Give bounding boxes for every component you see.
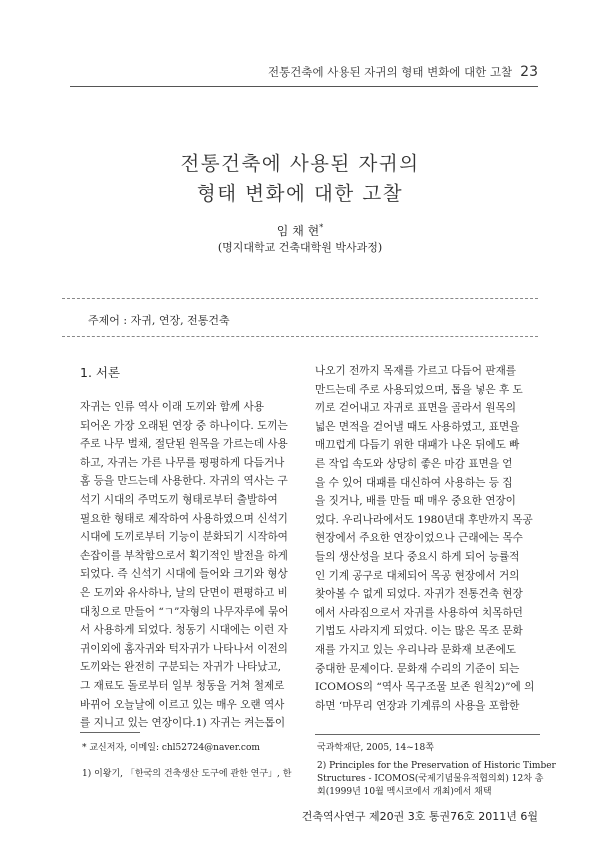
footnote-1: 1) 이왕기, 「한국의 건축생산 도구에 관한 연구」, 한 [82, 769, 292, 779]
body-line: 를 지니고 있는 연장이다.1) 자귀는 켜는톱이 [80, 717, 286, 730]
page-number: 23 [520, 64, 538, 80]
footnote-2-line3: 회(1999년 10월 멕시코에서 개최)에서 채택 [317, 787, 492, 797]
body-line: 자귀는 인류 역사 이래 도끼와 함께 사용 [80, 401, 264, 413]
body-line: 하고, 자귀는 가른 나무를 평평하게 다듬거나 [80, 456, 285, 469]
title-line-2: 형태 변화에 대한 고찰 [196, 182, 404, 205]
body-line: 나오기 전까지 목재를 가르고 다듬어 판재를 [315, 365, 517, 377]
footnote-2-line2: Structures - ICOMOS(국제기념물유적협의회) 12차 총 [317, 774, 544, 784]
author-affiliation: (명지대학교 건축대학원 박사과정) [217, 241, 383, 254]
body-line: 을 수 있어 대패를 대신하여 사용하는 등 집 [315, 476, 513, 489]
footnote-rule-right [315, 734, 540, 735]
body-line: 재를 가지고 있는 우리나라 문화재 보존에도 [315, 644, 517, 656]
keywords: 주제어 : 자귀, 연장, 전통건축 [88, 314, 230, 327]
keywords-rule-top [62, 298, 538, 299]
body-line: 찾아볼 수 없게 되었다. 자귀가 전통건축 현장 [315, 588, 523, 601]
footnote-1-continued: 국과학재단, 2005, 14~18쪽 [317, 743, 434, 753]
body-line: 필요한 형태로 제작하여 사용하였으며 신석기 [80, 512, 288, 525]
body-line: 바뀌어 오늘날에 이르고 있는 매우 오랜 역사 [80, 698, 285, 711]
body-line: 은 도끼와 유사하나, 날의 단면이 편평하고 비 [80, 587, 288, 599]
footnote-author: * 교신저자, 이메일: chl52724@naver.com [82, 743, 260, 753]
body-line: 그 재료도 돌로부터 일부 청동을 거쳐 철제로 [80, 680, 285, 692]
body-line: 시대에 도끼로부터 기능이 분화되기 시작하여 [80, 531, 288, 544]
body-line: 었다. 우리나라에서도 1980년대 후반까지 목공 [315, 513, 533, 526]
journal-footer: 건축역사연구 제20권 3호 통권76호 2011년 6월 [301, 810, 538, 823]
body-line: 손잡이를 부착함으로서 획기적인 발전을 하게 [80, 549, 288, 562]
running-header [268, 64, 538, 84]
body-line: 홈 등을 만드는데 사용한다. 자귀의 역사는 구 [80, 475, 288, 488]
body-line: 되었다. 즉 신석기 시대에 들어와 크기와 형상 [80, 568, 288, 581]
body-line: 에서 사라짐으로서 자귀를 사용하여 치목하던 [315, 606, 523, 619]
footnote-2-line1: 2) Principles for the Preservation of Historic Timber [317, 761, 556, 771]
body-line: 넓은 면적을 걷어낼 때도 사용하였고, 표면을 [315, 420, 520, 433]
body-line: 만드는데 주로 사용되었으며, 톱을 넣은 후 도 [315, 383, 523, 396]
author-mark: * [319, 223, 324, 232]
body-line: 석기 시대의 주먹도끼 형태로부터 출발하여 [80, 494, 278, 506]
body-line: 서 사용하게 되었다. 청동기 시대에는 이런 자 [80, 624, 288, 637]
body-line: 들의 생산성을 보다 중요시 하게 되어 능률적 [315, 551, 520, 563]
body-line: 대칭으로 만들어 “ㄱ”자형의 나무자루에 묶어 [80, 605, 289, 618]
header-rule [70, 86, 538, 87]
body-line: ICOMOS의 “역사 목구조물 보존 원칙2)”에 의 [315, 681, 535, 694]
section-heading: 1. 서론 [80, 365, 121, 380]
body-line: 기법도 사라지게 되었다. 이는 많은 목조 문화 [315, 625, 523, 638]
body-line: 매끄럽게 다듬기 위한 대패가 나온 뒤에도 빠 [315, 439, 520, 452]
body-line: 끼로 걷어내고 자귀로 표면을 골라서 원목의 [315, 402, 517, 415]
author-name: 임 채 현 [276, 224, 320, 238]
body-line: 하면 ‘마무리 연장과 기계류의 사용을 포함한 [315, 699, 520, 712]
body-line: 주로 나무 벌채, 절단된 원목을 가르는데 사용 [80, 438, 288, 451]
body-line: 른 작업 속도와 상당히 좋은 마감 표면을 얻 [315, 458, 513, 470]
body-line: 도끼와는 완전히 구분되는 자귀가 나타났고, [80, 661, 282, 674]
body-line: 인 기계 공구로 대체되어 목공 현장에서 거의 [315, 569, 520, 582]
body-line: 되어온 가장 오래된 연장 중 하나이다. 도끼는 [80, 419, 288, 432]
body-line: 을 짓거나, 배를 만들 때 매우 중요한 연장이 [315, 495, 516, 508]
footnote-rule-left [80, 732, 140, 733]
body-line: 귀이외에 홈자귀와 턱자귀가 나타나서 이전의 [80, 642, 288, 655]
keywords-rule-bottom [62, 336, 538, 337]
title-line-1: 전통건축에 사용된 자귀의 [180, 152, 420, 175]
author [60, 222, 540, 239]
running-header-title: 전통건축에 사용된 자귀의 형태 변화에 대한 고찰 [268, 65, 513, 79]
body-line: 현장에서 주요한 연장이었으나 근래에는 목수 [315, 532, 523, 545]
body-line: 중대한 문제이다. 문화재 수리의 기준이 되는 [315, 662, 520, 675]
